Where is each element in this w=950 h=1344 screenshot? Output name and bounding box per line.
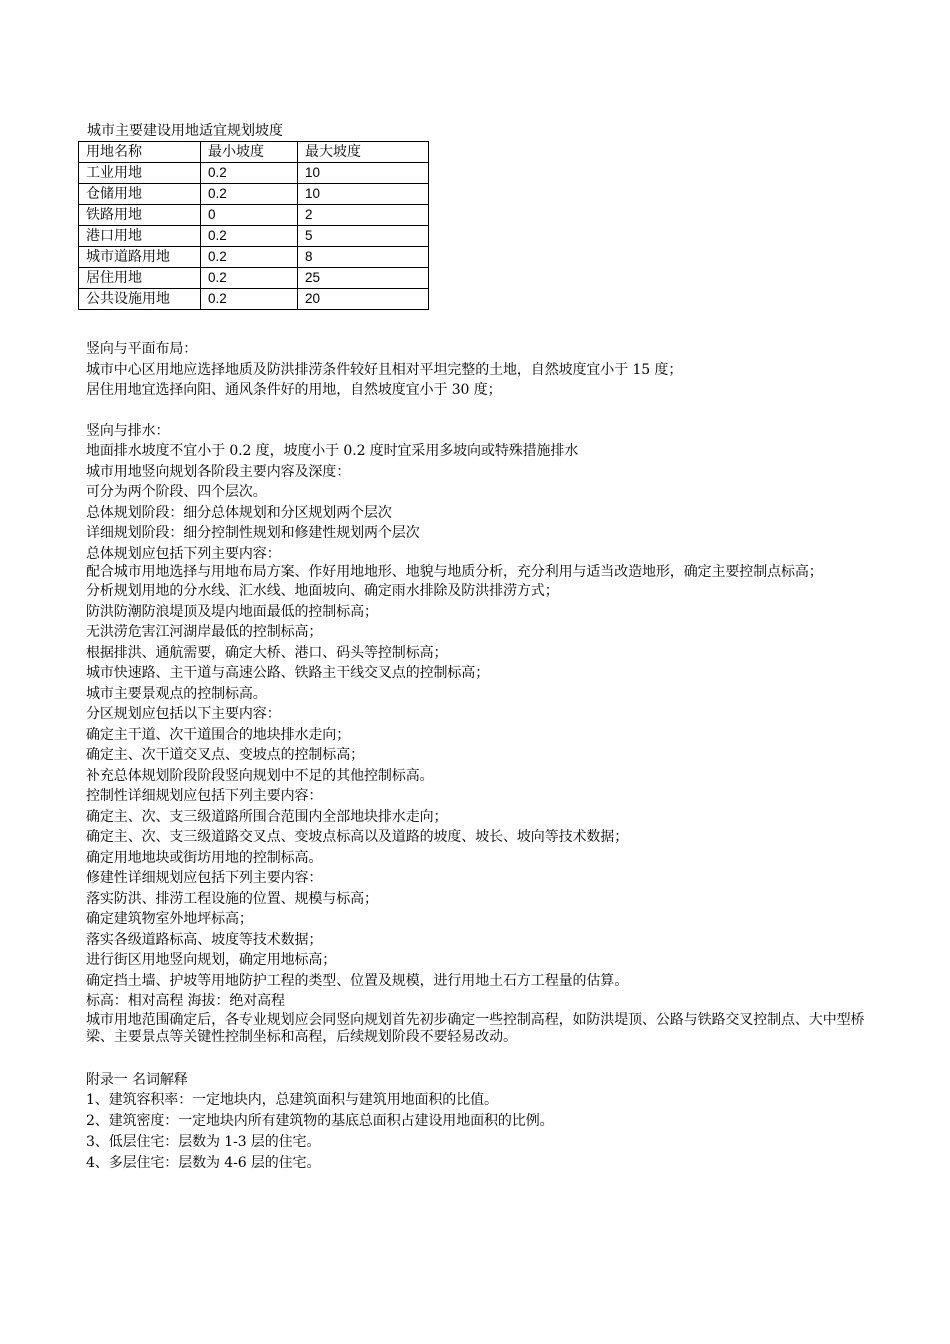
paragraph-line: 落实各级道路标高、坡度等技术数据； bbox=[86, 931, 323, 948]
paragraph-line: 进行街区用地竖向规划，确定用地标高； bbox=[86, 952, 337, 968]
min-slope-cell: 0.2 bbox=[201, 226, 298, 247]
paragraph-line: 居住用地宜选择向阳、通风条件好的用地，自然坡度宜小于 30 度； bbox=[86, 382, 502, 398]
land-use-cell: 仓储用地 bbox=[79, 184, 201, 205]
paragraph-line: 防洪防潮防浪堤顶及堤内地面最低的控制标高； bbox=[86, 603, 378, 620]
table-row bbox=[79, 247, 429, 268]
paragraph-line: 无洪涝危害江河湖岸最低的控制标高； bbox=[86, 624, 323, 640]
spacer bbox=[86, 310, 866, 339]
section-heading: 竖向与平面布局： bbox=[86, 341, 198, 357]
appendix-item: 1、建筑容积率：一定地块内，总建筑面积与建筑用地面积的比值。 bbox=[86, 1092, 498, 1108]
paragraph-line: 确定建筑物室外地坪标高； bbox=[86, 911, 253, 927]
paragraph-line: 地面排水坡度不宜小于 0.2 度，坡度小于 0.2 度时宜采用多坡向或特殊措施排水 bbox=[86, 443, 579, 459]
paragraph-line: 城市用地竖向规划各阶段主要内容及深度： bbox=[86, 463, 351, 480]
land-use-cell: 港口用地 bbox=[79, 226, 201, 247]
min-slope-cell: 0.2 bbox=[201, 289, 298, 310]
document-page bbox=[86, 122, 866, 1174]
max-slope-cell: 20 bbox=[298, 289, 429, 310]
paragraph-line: 可分为两个阶段、四个层次。 bbox=[86, 484, 267, 500]
paragraph-line: 确定主干道、次干道围合的地块排水走向； bbox=[86, 726, 351, 743]
paragraph-line: 确定主、次、支三级道路所围合范围内全部地块排水走向； bbox=[86, 808, 448, 825]
min-slope-cell: 0.2 bbox=[201, 184, 298, 205]
max-slope-cell: 5 bbox=[298, 226, 429, 247]
paragraph-line: 补充总体规划阶段阶段竖向规划中不足的其他控制标高。 bbox=[86, 767, 434, 784]
table-row bbox=[79, 184, 429, 205]
max-slope-cell: 25 bbox=[298, 268, 429, 289]
section-drainage bbox=[86, 421, 866, 1046]
max-slope-cell: 10 bbox=[298, 163, 429, 184]
paragraph-line: 确定挡土墙、护坡等用地防护工程的类型、位置及规模，进行用地土石方工程量的估算。 bbox=[86, 972, 629, 989]
appendix-heading: 附录一 名词解释 bbox=[86, 1071, 188, 1088]
table-header-row bbox=[79, 142, 429, 163]
paragraph-line: 确定主、次、支三级道路交叉点、变坡点标高以及道路的坡度、坡长、坡向等技术数据； bbox=[86, 829, 629, 845]
header-cell: 最大坡度 bbox=[298, 142, 429, 163]
paragraph-line: 确定主、次干道交叉点、变坡点的控制标高； bbox=[86, 747, 364, 763]
paragraph-line: 配合城市用地选择与用地布局方案、作好用地地形、地貌与地质分析，充分利用与适当改造地形，确定主要控制点标高； bbox=[86, 564, 823, 580]
paragraph-line: 城市快速路、主干道与高速公路、铁路主干线交叉点的控制标高； bbox=[86, 665, 490, 681]
header-cell: 最小坡度 bbox=[201, 142, 298, 163]
min-slope-cell: 0.2 bbox=[201, 268, 298, 289]
table-row bbox=[79, 289, 429, 310]
land-use-cell: 居住用地 bbox=[79, 268, 201, 289]
paragraph-line: 分区规划应包括以下主要内容： bbox=[86, 706, 281, 722]
spacer bbox=[86, 401, 866, 421]
paragraph-line: 根据排洪、通航需要，确定大桥、港口、码头等控制标高； bbox=[86, 644, 448, 661]
appendix-section bbox=[86, 1070, 866, 1175]
land-use-cell: 工业用地 bbox=[79, 163, 201, 184]
paragraph-line: 总体规划阶段：细分总体规划和分区规划两个层次 bbox=[86, 504, 392, 521]
paragraph-line: 总体规划应包括下列主要内容： bbox=[86, 545, 281, 562]
spacer bbox=[86, 1046, 866, 1070]
paragraph-line: 修建性详细规划应包括下列主要内容： bbox=[86, 870, 323, 886]
paragraph-line: 分析规划用地的分水线、汇水线、地面坡向、确定雨水排除及防洪排涝方式； bbox=[86, 583, 559, 599]
slope-table bbox=[78, 141, 429, 310]
table-caption: 城市主要建设用地适宜规划坡度 bbox=[87, 123, 283, 139]
paragraph-line: 落实防洪、排涝工程设施的位置、规模与标高； bbox=[86, 890, 378, 907]
paragraph-line: 控制性详细规划应包括下列主要内容： bbox=[86, 788, 323, 804]
land-use-cell: 城市道路用地 bbox=[79, 247, 201, 268]
table-row bbox=[79, 226, 429, 247]
table-row bbox=[79, 163, 429, 184]
table-row bbox=[79, 205, 429, 226]
max-slope-cell: 10 bbox=[298, 184, 429, 205]
max-slope-cell: 8 bbox=[298, 247, 429, 268]
section-layout bbox=[86, 339, 866, 401]
max-slope-cell: 2 bbox=[298, 205, 429, 226]
paragraph-line: 详细规划阶段：细分控制性规划和修建性规划两个层次 bbox=[86, 525, 420, 541]
section-heading: 竖向与排水： bbox=[86, 422, 170, 439]
min-slope-cell: 0 bbox=[201, 205, 298, 226]
header-cell: 用地名称 bbox=[79, 142, 201, 163]
appendix-item: 3、低层住宅：层数为 1-3 层的住宅。 bbox=[86, 1134, 321, 1150]
appendix-item: 4、多层住宅：层数为 4-6 层的住宅。 bbox=[86, 1155, 321, 1171]
min-slope-cell: 0.2 bbox=[201, 247, 298, 268]
table-row bbox=[79, 268, 429, 289]
paragraph-line: 城市中心区用地应选择地质及防洪排涝条件较好且相对平坦完整的土地，自然坡度宜小于 15 度； bbox=[86, 361, 683, 378]
paragraph-line: 标高：相对高程 海拔：绝对高程 bbox=[86, 993, 285, 1009]
paragraph-line: 确定用地地块或街坊用地的控制标高。 bbox=[86, 849, 323, 866]
land-use-cell: 公共设施用地 bbox=[79, 289, 201, 310]
min-slope-cell: 0.2 bbox=[201, 163, 298, 184]
appendix-item: 2、建筑密度：一定地块内所有建筑物的基底总面积占建设用地面积的比例。 bbox=[86, 1113, 554, 1129]
paragraph-line: 城市用地范围确定后，各专业规划应会同竖向规划首先初步确定一些控制高程，如防洪堤顶、公路与铁路交叉控制点、大中型桥梁、主要景点等关键性控制坐标和高程，后续规划阶段不要轻易改动。 bbox=[86, 1011, 865, 1045]
paragraph-line: 城市主要景观点的控制标高。 bbox=[86, 685, 267, 702]
land-use-cell: 铁路用地 bbox=[79, 205, 201, 226]
